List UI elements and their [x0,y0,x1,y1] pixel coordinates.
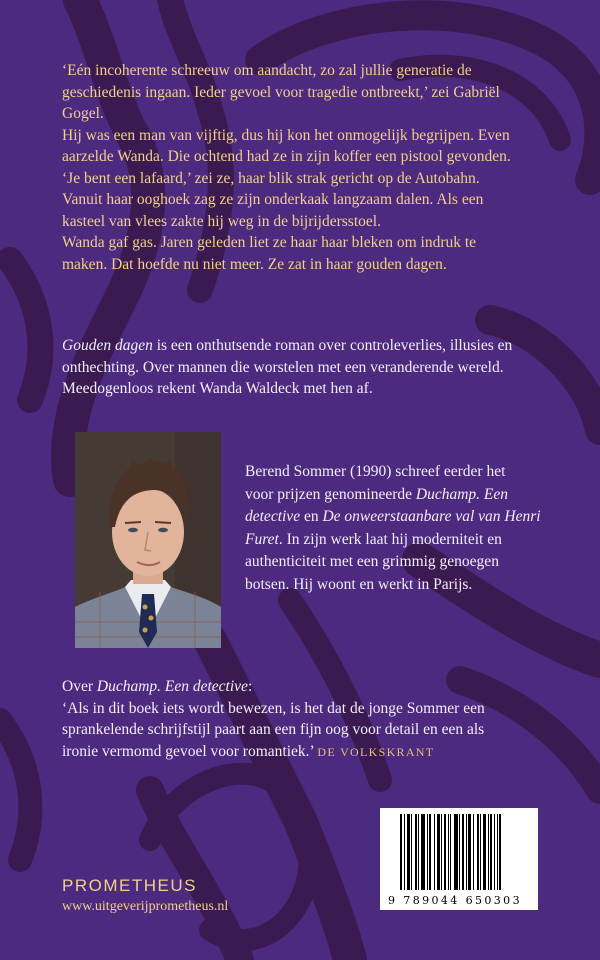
excerpt-line: aarzelde Wanda. Die ochtend had ze in zijn koffer een pistool gevonden. [62,148,511,165]
review-line: sprankelende schrijfstijl paart aan een fijn oog voor detail en een als [62,721,485,738]
author-bio [245,461,575,596]
barcode-bars [400,814,524,890]
blurb-line: Meedogenloos rekent Wanda Waldeck met hen af. [62,380,373,397]
excerpt-line: ‘Eén incoherente schreeuw om aandacht, zo zal jullie generatie de [62,62,472,79]
blurb-text [62,335,582,400]
excerpt-line: ‘Je bent een lafaard,’ zei ze, haar blik strak gericht op de Autobahn. [62,169,480,187]
blurb-line: onthechting. Over mannen die worstelen met een veranderende wereld. [62,358,504,376]
portrait-illustration [75,432,221,648]
review-intro: Over Duchamp. Een detective: [62,678,253,695]
blurb-line: Gouden dagen is een onthutsende roman over controleverlies, illusies en [62,337,513,354]
excerpt-line: Wanda gaf gas. Jaren geleden liet ze haar haar bleken om indruk te [62,234,477,251]
bio-line: Furet. In zijn werk laat hij moderniteit en [245,530,502,548]
publisher-logo: PROMETHEUS [62,876,197,895]
book-title: Gouden dagen [62,337,153,354]
excerpt-line: maken. Dat hoefde nu niet meer. Ze zat in haar gouden dagen. [62,255,447,273]
bio-line: detective en De onweerstaanbare val van Henri [245,508,541,525]
review-quote [62,676,582,763]
publisher-url[interactable]: www.uitgeverijprometheus.nl [62,899,229,914]
isbn-barcode [380,808,538,910]
bio-line: botsen. Hij woont en werkt in Parijs. [245,575,473,593]
bio-line: voor prijzen genomineerde Duchamp. Een [245,485,508,503]
bio-line: authenticiteit met een grimmig genoegen [245,553,499,570]
review-line: ironie vermomd gevoel voor romantiek.’ DE VOLKSKRANT [62,742,435,760]
review-source: DE VOLKSKRANT [317,744,435,759]
excerpt-text [62,60,582,275]
excerpt-line: Vanuit haar ooghoek zag ze zijn onderkaak langzaam dalen. Als een [62,191,484,208]
author-photo [75,432,221,648]
excerpt-line: kasteel van vlees zakte hij weg in de bijrijdersstoel. [62,212,381,230]
bio-line: Berend Sommer (1990) schreef eerder het [245,463,506,480]
excerpt-line: geschiedenis ingaan. Ieder gevoel voor tragedie ontbreekt,’ zei Gabriël [62,83,500,101]
excerpt-line: Hij was een man van vijftig, dus hij kon het onmogelijk begrijpen. Even [62,126,510,144]
review-line: ‘Als in dit boek iets wordt bewezen, is het dat de jonge Sommer een [62,699,485,717]
excerpt-line: Gogel. [62,105,104,122]
isbn-number: 9 789044 650303 [388,894,522,907]
